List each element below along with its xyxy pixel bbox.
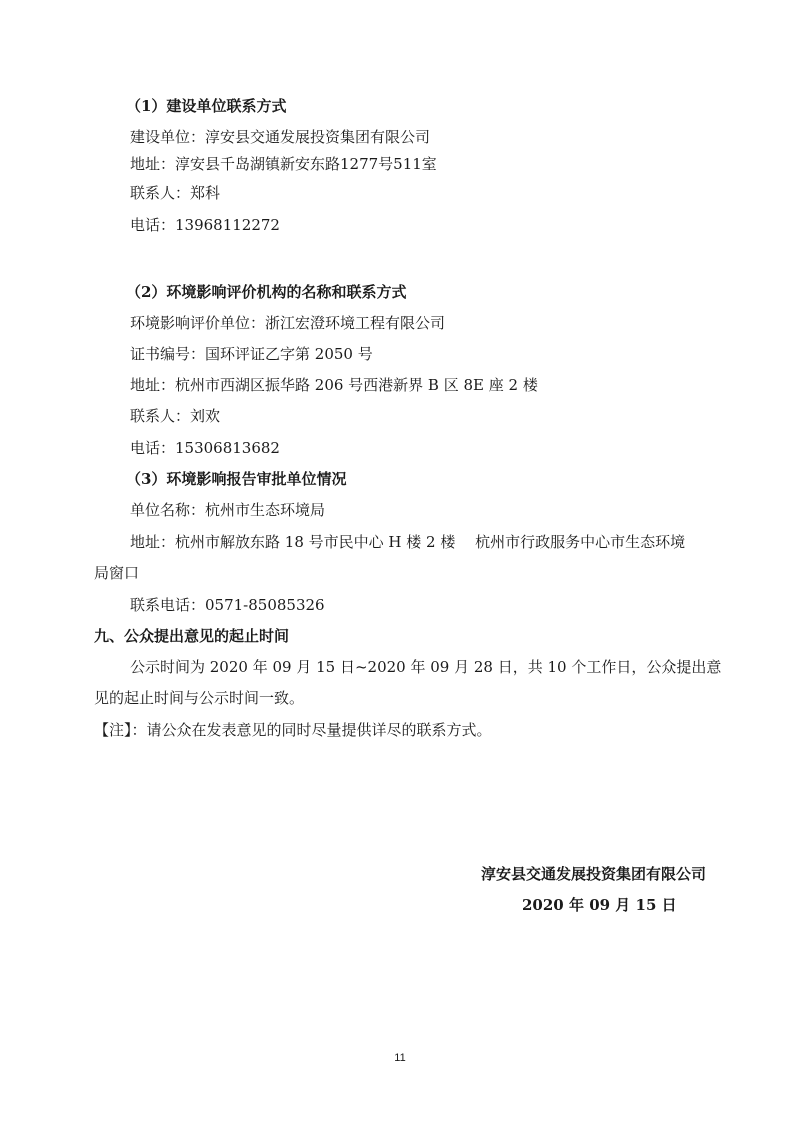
builder-phone: 电话：13968112272 — [130, 216, 280, 234]
eia-contact: 联系人：刘欢 — [130, 407, 221, 425]
eia-certificate: 证书编号：国环评证乙字第 2050 号 — [130, 345, 373, 363]
builder-unit: 建设单位：淳安县交通发展投资集团有限公司 — [130, 128, 431, 146]
section-2-heading: （2）环境影响评价机构的名称和联系方式 — [126, 283, 407, 301]
approval-address-line-2: 局窗口 — [94, 564, 140, 582]
signature-date: 2020 年 09 月 15 日 — [522, 896, 677, 914]
approval-unit: 单位名称：杭州市生态环境局 — [130, 501, 326, 519]
section-9-heading: 九、公众提出意见的起止时间 — [94, 627, 290, 645]
signature-organization: 淳安县交通发展投资集团有限公司 — [480, 865, 706, 883]
section-3-heading: （3）环境影响报告审批单位情况 — [126, 470, 347, 488]
section-1-heading: （1）建设单位联系方式 — [126, 97, 287, 115]
builder-address: 地址：淳安县千岛湖镇新安东路1277号511室 — [130, 155, 437, 173]
approval-address-line-1: 地址：杭州市解放东路 18 号市民中心 H 楼 2 楼 杭州市行政服务中心市生态环境 — [130, 533, 686, 551]
eia-phone: 电话：15306813682 — [130, 439, 280, 457]
eia-unit: 环境影响评价单位：浙江宏澄环境工程有限公司 — [130, 314, 446, 332]
notice-period-line-1: 公示时间为 2020 年 09 月 15 日~2020 年 09 月 28 日，共 10 个工作日，公众提出意 — [130, 658, 722, 676]
note: 【注】：请公众在发表意见的同时尽量提供详尽的联系方式。 — [94, 721, 492, 739]
notice-period-line-2: 见的起止时间与公示时间一致。 — [94, 689, 305, 707]
builder-contact: 联系人：郑科 — [130, 184, 221, 202]
page-number: 11 — [394, 1052, 406, 1064]
approval-phone: 联系电话：0571-85085326 — [130, 596, 325, 614]
eia-address: 地址：杭州市西湖区振华路 206 号西港新界 B 区 8E 座 2 楼 — [130, 376, 538, 394]
